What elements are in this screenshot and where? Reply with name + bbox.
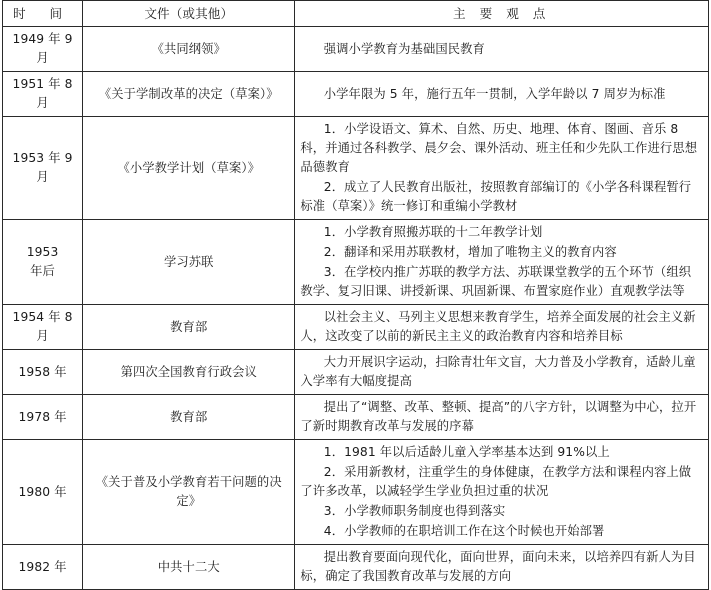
cell-views-text	[295, 82, 708, 107]
view-text: 提出教育要面向现代化，面向世界，面向未来，以培养四有新人为目标，确定了我国教育改革与发展的方向	[300, 550, 696, 583]
view-point: 1．小学设语文、算术、自然、历史、地理、体育、图画、音乐 8 科，并通过各科教学、晨夕会、课外活动、班主任和少先队工作进行思想品德教育	[300, 122, 698, 174]
table-row	[3, 395, 709, 440]
view-point: 1．1981 年以后适龄儿童入学率基本达到 91%以上	[323, 445, 610, 459]
view-point: 2．采用新教材，注重学生的身体健康，在教学方法和课程内容上做了许多改革，以减轻学生学业负担过重的状况	[300, 465, 692, 498]
cell-time	[3, 350, 83, 395]
table-row	[3, 545, 709, 590]
cell-views	[295, 395, 709, 440]
cell-time-text: 1953 年后	[26, 245, 59, 278]
cell-views	[295, 72, 709, 117]
cell-views	[295, 27, 709, 72]
view-point: 2．成立了人民教育出版社，按照教育部编订的《小学各科课程暂行标准（草案）》统一修订和重编小学教材	[300, 180, 692, 213]
cell-document-text: 教育部	[170, 409, 208, 424]
cell-document-text: 第四次全国教育行政会议	[120, 364, 257, 379]
cell-document-text: 学习苏联	[163, 254, 214, 269]
cell-views-text	[295, 37, 708, 62]
view-point: 4．小学教师的在职培训工作在这个时候也开始部署	[323, 524, 605, 538]
table-row	[3, 220, 709, 305]
table-header	[3, 1, 709, 27]
cell-document-text: 《关于学制改革的决定（草案）》	[98, 86, 279, 101]
column-header-views-label: 主 要 观 点	[453, 6, 551, 21]
cell-time	[3, 72, 83, 117]
cell-time-text: 1949 年 9 月	[12, 32, 73, 65]
table-row	[3, 305, 709, 350]
table-row	[3, 117, 709, 220]
table-body	[3, 27, 709, 590]
cell-time-text: 1982 年	[18, 559, 67, 574]
view-point: 1．小学教育照搬苏联的十二年教学计划	[323, 225, 543, 239]
education-policy-table	[2, 0, 709, 590]
cell-document	[83, 395, 295, 440]
table-row	[3, 440, 709, 545]
cell-time	[3, 440, 83, 545]
cell-document	[83, 27, 295, 72]
cell-views	[295, 220, 709, 305]
cell-views	[295, 545, 709, 590]
cell-document-text: 《小学教学计划（草案）》	[117, 160, 261, 175]
cell-views-text	[295, 117, 708, 219]
cell-document-text: 《关于普及小学教育若干问题的决定》	[95, 475, 282, 508]
cell-views	[295, 117, 709, 220]
view-point: 3．在学校内推广苏联的教学方法、苏联课堂教学的五个环节（组织教学、复习旧课、讲授新课、巩固新课、布置家庭作业）直观教学法等	[300, 265, 692, 298]
cell-document-text: 教育部	[170, 319, 208, 334]
cell-time	[3, 395, 83, 440]
cell-time-text: 1980 年	[18, 484, 67, 499]
cell-views-text	[295, 395, 708, 439]
cell-time-text: 1954 年 8 月	[12, 310, 73, 343]
cell-views-text	[295, 305, 708, 349]
column-header-time	[3, 1, 83, 27]
cell-document	[83, 72, 295, 117]
cell-views-text	[295, 440, 708, 544]
cell-views	[295, 350, 709, 395]
cell-time	[3, 117, 83, 220]
column-header-time-label: 时 间	[12, 6, 73, 21]
view-text: 强调小学教育为基础国民教育	[323, 41, 485, 56]
cell-time-text: 1958 年	[18, 364, 67, 379]
cell-time-text: 1951 年 8 月	[12, 77, 73, 110]
view-point: 2．翻译和采用苏联教材，增加了唯物主义的教育内容	[323, 245, 617, 259]
cell-views-text	[295, 220, 708, 304]
cell-document-text: 中共十二大	[157, 559, 220, 574]
column-header-views	[295, 1, 709, 27]
cell-views-text	[295, 545, 708, 589]
cell-document	[83, 305, 295, 350]
view-point: 3．小学教师职务制度也得到落实	[323, 504, 506, 518]
table-row	[3, 72, 709, 117]
view-text: 以社会主义、马列主义思想来教育学生，培养全面发展的社会主义新人，这改变了以前的新民主主义的政治教育内容和培养目标	[300, 310, 696, 343]
cell-document	[83, 440, 295, 545]
cell-time-text: 1978 年	[18, 409, 67, 424]
cell-document	[83, 545, 295, 590]
table-row	[3, 350, 709, 395]
table-row	[3, 27, 709, 72]
view-text: 提出了“调整、改革、整顿、提高”的八字方针，以调整为中心，拉开了新时期教育改革与发展的序幕	[300, 400, 697, 433]
column-header-document-label: 文件（或其他）	[144, 6, 234, 21]
cell-time	[3, 305, 83, 350]
cell-time-text: 1953 年 9 月	[12, 151, 73, 184]
column-header-document	[83, 1, 295, 27]
cell-document	[83, 350, 295, 395]
cell-document-text: 《共同纲领》	[151, 41, 226, 56]
cell-document	[83, 220, 295, 305]
cell-time	[3, 545, 83, 590]
cell-time	[3, 220, 83, 305]
header-row	[3, 1, 709, 27]
cell-views-text	[295, 350, 708, 394]
cell-document	[83, 117, 295, 220]
view-text: 大力开展识字运动，扫除青壮年文盲，大力普及小学教育，适龄儿童入学率有大幅度提高	[300, 355, 696, 388]
cell-time	[3, 27, 83, 72]
cell-views	[295, 305, 709, 350]
cell-views	[295, 440, 709, 545]
view-text: 小学年限为 5 年，施行五年一贯制，入学年龄以 7 周岁为标准	[323, 86, 666, 101]
